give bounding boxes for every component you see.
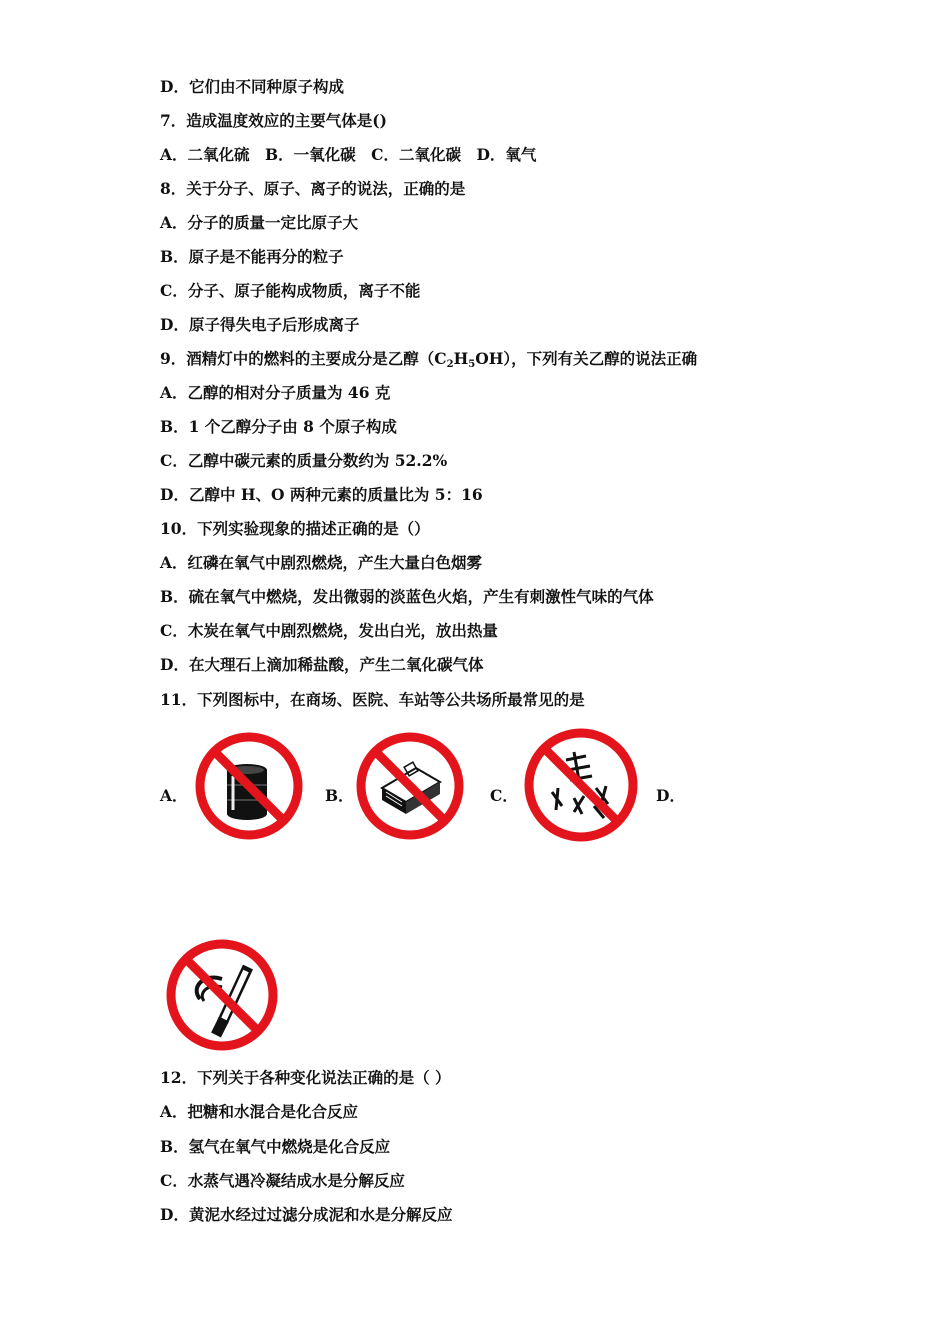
q11-label-c: C． — [490, 786, 518, 805]
q11-label-b: B． — [325, 786, 354, 805]
q7-stem: 7．造成温度效应的主要气体是() — [160, 111, 387, 130]
q9-option-a: A．乙醇的相对分子质量为 46 克 — [160, 383, 391, 402]
q9-option-d: D．乙醇中 H、O 两种元素的质量比为 5：16 — [160, 485, 483, 504]
q12-option-d: D．黄泥水经过过滤分成泥和水是分解反应 — [160, 1205, 453, 1224]
q10-option-c: C．木炭在氧气中剧烈燃烧，发出白光，放出热量 — [160, 621, 498, 640]
no-oil-drum-icon — [193, 730, 305, 842]
no-smoking-icon — [164, 937, 280, 1053]
q12-option-b: B．氢气在氧气中燃烧是化合反应 — [160, 1137, 391, 1156]
q7-options: A．二氧化硫 B．一氧化碳 C．二氧化碳 D．氧气 — [160, 145, 537, 164]
q8-stem: 8．关于分子、原子、离子的说法，正确的是 — [160, 179, 466, 198]
no-fireworks-icon — [522, 726, 640, 844]
q9-stem-h: H — [453, 349, 469, 368]
q10-option-a: A．红磷在氧气中剧烈燃烧，产生大量白色烟雾 — [160, 553, 483, 572]
q6-option-d: D．它们由不同种原子构成 — [160, 77, 344, 96]
q8-option-d: D．原子得失电子后形成离子 — [160, 315, 360, 334]
q10-option-d: D．在大理石上滴加稀盐酸，产生二氧化碳气体 — [160, 655, 484, 674]
q12-option-a: A．把糖和水混合是化合反应 — [160, 1102, 359, 1121]
q11-label-a: A． — [160, 786, 188, 805]
q11-stem: 11．下列图标中，在商场、医院、车站等公共场所最常见的是 — [160, 690, 585, 709]
q9-stem — [160, 349, 697, 375]
no-matches-icon — [354, 730, 466, 842]
q10-stem: 10．下列实验现象的描述正确的是（） — [160, 519, 430, 538]
q12-option-c: C．水蒸气遇冷凝结成水是分解反应 — [160, 1171, 405, 1190]
q11-label-d: D． — [656, 786, 685, 805]
q9-sub-5: 5 — [468, 359, 476, 370]
q9-option-c: C．乙醇中碳元素的质量分数约为 52.2% — [160, 451, 448, 470]
q9-stem-after: OH），下列有关乙醇的说法正确 — [475, 349, 698, 368]
q8-option-c: C．分子、原子能构成物质，离子不能 — [160, 281, 421, 300]
q8-option-a: A．分子的质量一定比原子大 — [160, 213, 359, 232]
q9-stem-before: 9．酒精灯中的燃料的主要成分是乙醇（C — [160, 349, 447, 368]
q12-stem: 12．下列关于各种变化说法正确的是（ ） — [160, 1068, 451, 1087]
q8-option-b: B．原子是不能再分的粒子 — [160, 247, 344, 266]
q10-option-b: B．硫在氧气中燃烧，发出微弱的淡蓝色火焰，产生有刺激性气味的气体 — [160, 587, 654, 606]
q9-option-b: B．1 个乙醇分子由 8 个原子构成 — [160, 417, 397, 436]
q9-sub-2: 2 — [446, 359, 454, 370]
